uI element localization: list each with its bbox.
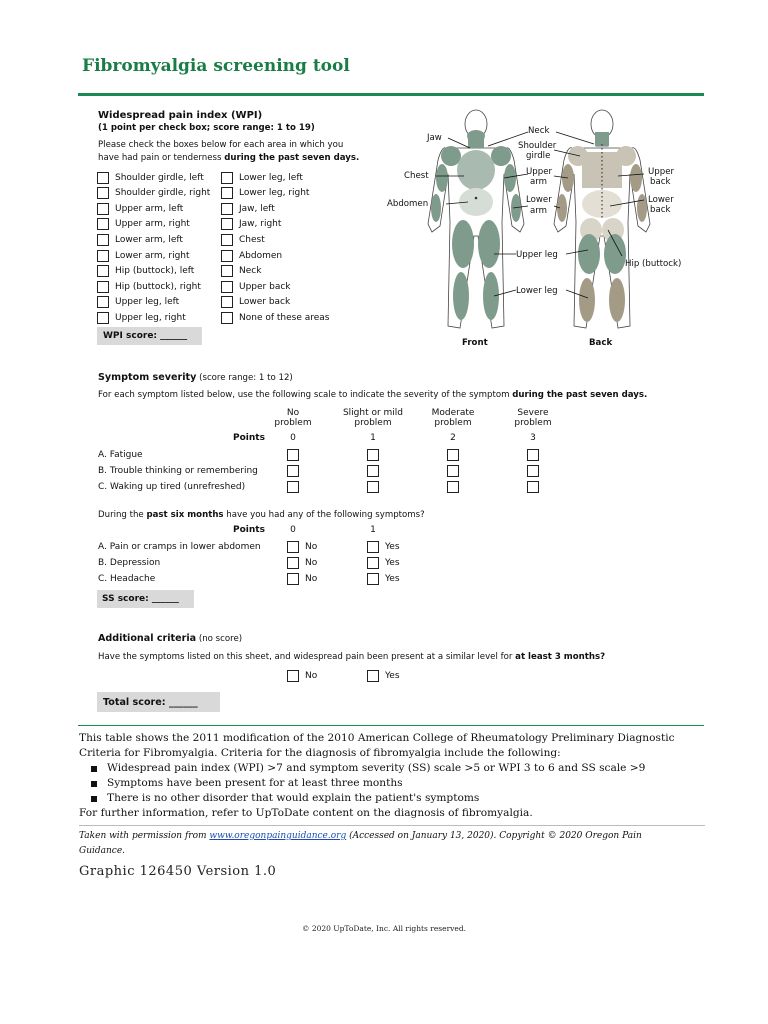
ss-score-box[interactable]: [97, 590, 194, 608]
six-months-emphasis: past six months: [146, 510, 224, 520]
severity-header-line: problem: [274, 418, 312, 428]
label-lower-back-1: Lower: [648, 195, 674, 205]
wpi-checkbox[interactable]: [97, 218, 109, 230]
severity-column-header: [333, 408, 413, 428]
six-months-item-label: C. Headache: [98, 574, 156, 584]
severity-checkbox[interactable]: [367, 465, 379, 477]
additional-question-emphasis: at least 3 months?: [515, 652, 606, 662]
severity-item-label: A. Fatigue: [98, 450, 143, 460]
label-upper-back-1: Upper: [648, 167, 675, 177]
wpi-item-label: Upper back: [239, 281, 291, 292]
criteria-list: [79, 761, 699, 806]
six-months-no-checkbox[interactable]: [287, 573, 299, 585]
wpi-checkbox[interactable]: [97, 265, 109, 277]
wpi-instruction-emphasis: during the past seven days.: [224, 153, 360, 163]
wpi-item[interactable]: [221, 264, 261, 279]
severity-header-line: problem: [434, 418, 472, 428]
additional-heading-line: [98, 632, 242, 646]
footer-more-info: For further information, refer to UpToDate content on the diagnosis of fibromyalgia.: [79, 807, 533, 819]
six-months-yes-label: Yes: [385, 574, 400, 584]
wpi-item[interactable]: [221, 310, 330, 325]
six-months-no-label: No: [305, 542, 318, 552]
wpi-checkbox[interactable]: [221, 218, 233, 230]
copyright: © 2020 UpToDate, Inc. All rights reserved.: [301, 924, 467, 933]
wpi-checkbox[interactable]: [221, 187, 233, 199]
label-neck: Neck: [528, 126, 550, 136]
wpi-checkbox[interactable]: [97, 281, 109, 293]
six-months-no-checkbox[interactable]: [287, 541, 299, 553]
severity-header-line: Moderate: [431, 408, 475, 418]
wpi-item-label: Neck: [239, 266, 262, 277]
severity-checkbox[interactable]: [447, 465, 459, 477]
severity-item-label: B. Trouble thinking or remembering: [98, 466, 258, 476]
severity-header-line: Severe: [517, 408, 549, 418]
six-months-text-c: have you had any of the following symptoms?: [223, 510, 425, 520]
severity-checkbox[interactable]: [287, 465, 299, 477]
severity-checkbox[interactable]: [447, 449, 459, 461]
wpi-item-label: Shoulder girdle, right: [115, 188, 211, 199]
wpi-item-label: Upper leg, right: [115, 312, 186, 323]
additional-yes-label: Yes: [385, 671, 400, 681]
six-months-yes-option[interactable]: [367, 541, 400, 553]
six-months-no-label: No: [305, 574, 318, 584]
additional-no-checkbox[interactable]: [287, 670, 299, 682]
severity-column-header: [253, 408, 333, 428]
six-points-label: Points: [233, 525, 265, 535]
label-girdle: girdle: [526, 151, 551, 161]
severity-point-value: 2: [450, 433, 456, 443]
severity-checkbox[interactable]: [367, 449, 379, 461]
wpi-item[interactable]: [97, 264, 194, 279]
wpi-checkbox[interactable]: [221, 203, 233, 215]
criteria-list-item: There is no other disorder that would explain the patient's symptoms: [79, 791, 699, 806]
wpi-instruction-line1: Please check the boxes below for each area in which you: [98, 140, 344, 150]
severity-point-value: 0: [290, 433, 296, 443]
additional-yes-option[interactable]: [367, 670, 400, 682]
label-lower-arm-2: arm: [530, 206, 548, 216]
wpi-item[interactable]: [221, 186, 309, 201]
six-months-no-label: No: [305, 558, 318, 568]
label-back: Back: [589, 338, 613, 348]
wpi-item[interactable]: [221, 279, 291, 294]
severity-instruction: [98, 389, 647, 402]
wpi-checkbox[interactable]: [97, 296, 109, 308]
label-chest: Chest: [404, 171, 429, 181]
wpi-item[interactable]: [97, 248, 190, 263]
severity-column-header: [493, 408, 573, 428]
wpi-checkbox[interactable]: [97, 172, 109, 184]
wpi-item-label: Upper arm, left: [115, 203, 184, 214]
wpi-item[interactable]: [221, 248, 282, 263]
label-lower-back-2: back: [650, 205, 671, 215]
additional-question-text: Have the symptoms listed on this sheet, and widespread pain been present at a similar level for: [98, 652, 516, 662]
wpi-item-label: Hip (buttock), right: [115, 281, 201, 292]
wpi-checkbox[interactable]: [97, 234, 109, 246]
six-months-yes-label: Yes: [385, 558, 400, 568]
six-months-no-option[interactable]: [287, 573, 317, 585]
credit-line: [79, 829, 679, 859]
wpi-item[interactable]: [97, 232, 183, 247]
front-figure: [428, 110, 524, 328]
wpi-checkbox[interactable]: [97, 203, 109, 215]
wpi-instruction: [98, 139, 359, 165]
wpi-checkbox[interactable]: [221, 172, 233, 184]
label-hip: Hip (buttock): [625, 259, 682, 269]
wpi-item[interactable]: [97, 310, 186, 325]
six-months-no-option[interactable]: [287, 541, 317, 553]
wpi-item-label: Lower leg, left: [239, 172, 303, 183]
severity-checkbox[interactable]: [287, 449, 299, 461]
wpi-item[interactable]: [221, 170, 303, 185]
severity-instruction-emphasis: during the past seven days.: [512, 390, 648, 400]
body-diagram: [382, 104, 702, 349]
additional-note: (no score): [196, 634, 243, 644]
page-title: Fibromyalgia screening tool: [82, 56, 350, 76]
six-months-item-label: A. Pain or cramps in lower abdomen: [98, 542, 261, 552]
wpi-subheading: (1 point per check box; score range: 1 to 19): [98, 123, 315, 133]
six-point-value: 0: [290, 525, 296, 535]
credit-divider: [79, 825, 705, 826]
six-months-no-checkbox[interactable]: [287, 557, 299, 569]
severity-checkbox[interactable]: [527, 465, 539, 477]
six-point-value: 1: [370, 525, 376, 535]
wpi-heading: Widespread pain index (WPI): [98, 110, 263, 121]
wpi-checkbox[interactable]: [97, 312, 109, 324]
severity-range: (score range: 1 to 12): [196, 373, 293, 383]
total-score-box[interactable]: [97, 692, 220, 712]
severity-checkbox[interactable]: [527, 449, 539, 461]
wpi-item-label: Lower back: [239, 297, 291, 308]
wpi-item-label: Shoulder girdle, left: [115, 172, 204, 183]
severity-checkbox[interactable]: [447, 481, 459, 493]
wpi-item-label: Chest: [239, 234, 265, 245]
additional-question: [98, 651, 605, 664]
severity-header-line: Slight or mild: [342, 408, 404, 418]
wpi-score-label: WPI score: ______: [103, 331, 188, 341]
wpi-item-label: Upper leg, left: [115, 297, 180, 308]
six-months-yes-option[interactable]: [367, 557, 400, 569]
wpi-checkbox[interactable]: [221, 296, 233, 308]
wpi-item-label: Lower arm, left: [115, 234, 183, 245]
wpi-item[interactable]: [97, 186, 210, 201]
label-upper-leg: Upper leg: [516, 250, 558, 260]
wpi-item[interactable]: [221, 217, 281, 232]
wpi-item[interactable]: [97, 295, 179, 310]
wpi-checkbox[interactable]: [221, 312, 233, 324]
wpi-checkbox[interactable]: [221, 250, 233, 262]
severity-heading: Symptom severity: [98, 372, 197, 383]
wpi-item-label: Abdomen: [239, 250, 283, 261]
wpi-item[interactable]: [221, 295, 290, 310]
label-jaw: Jaw: [427, 133, 442, 143]
severity-points-label: Points: [233, 433, 265, 443]
six-months-yes-checkbox[interactable]: [367, 557, 379, 569]
wpi-checkbox[interactable]: [221, 234, 233, 246]
six-months-yes-label: Yes: [385, 542, 400, 552]
six-months-question: [98, 509, 425, 522]
back-figure: [554, 110, 650, 328]
wpi-item[interactable]: [221, 232, 265, 247]
title-divider: [78, 93, 704, 96]
label-shoulder: Shoulder: [518, 141, 557, 151]
wpi-item-label: Lower leg, right: [239, 188, 310, 199]
label-upper-arm-1: Upper: [526, 167, 553, 177]
label-lower-arm-1: Lower: [526, 195, 552, 205]
label-lower-leg: Lower leg: [516, 286, 558, 296]
severity-header-line: problem: [354, 418, 392, 428]
wpi-item-label: None of these areas: [239, 312, 330, 323]
wpi-checkbox[interactable]: [221, 265, 233, 277]
severity-checkbox[interactable]: [287, 481, 299, 493]
wpi-item-label: Lower arm, right: [115, 250, 190, 261]
wpi-item-label: Hip (buttock), left: [115, 266, 195, 277]
severity-point-value: 1: [370, 433, 376, 443]
six-months-no-option[interactable]: [287, 557, 317, 569]
total-score-label: Total score: ______: [103, 697, 198, 708]
footer-divider: [78, 725, 704, 726]
wpi-score-box[interactable]: [97, 327, 202, 345]
footer-paragraph: This table shows the 2011 modification of the 2010 American College of Rheumatology Preliminary Diagnostic Criteria for Fibromyalgia. Criteria for the diagnosis of fibromyalgia include the following:: [79, 732, 675, 759]
six-months-yes-option[interactable]: [367, 573, 400, 585]
wpi-item[interactable]: [97, 279, 201, 294]
severity-header-line: No: [286, 408, 300, 418]
wpi-checkbox[interactable]: [97, 187, 109, 199]
label-front: Front: [462, 338, 488, 348]
severity-column-header: [413, 408, 493, 428]
wpi-item-label: Jaw, right: [239, 219, 282, 230]
wpi-item[interactable]: [97, 170, 204, 185]
severity-header-line: problem: [514, 418, 552, 428]
ss-score-label: SS score: ______: [102, 594, 179, 604]
six-months-text-a: During the: [98, 510, 147, 520]
label-upper-back-2: back: [650, 177, 671, 187]
severity-point-value: 3: [530, 433, 536, 443]
wpi-item-label: Jaw, left: [239, 203, 275, 214]
wpi-checkbox[interactable]: [221, 281, 233, 293]
criteria-list-item: Widespread pain index (WPI) >7 and symptom severity (SS) scale >5 or WPI 3 to 6 and SS scale >9: [79, 761, 699, 776]
criteria-list-item: Symptoms have been present for at least three months: [79, 776, 699, 791]
wpi-item[interactable]: [221, 201, 275, 216]
graphic-version: Graphic 126450 Version 1.0: [79, 864, 277, 879]
severity-checkbox[interactable]: [527, 481, 539, 493]
severity-item-label: C. Waking up tired (unrefreshed): [98, 482, 246, 492]
wpi-item[interactable]: [97, 201, 183, 216]
wpi-instruction-line2: have had pain or tenderness: [98, 153, 225, 163]
six-months-yes-checkbox[interactable]: [367, 541, 379, 553]
wpi-checkbox[interactable]: [97, 250, 109, 262]
footer-notes: [79, 731, 699, 821]
severity-heading-line: [98, 371, 293, 385]
label-upper-arm-2: arm: [530, 177, 548, 187]
additional-no-label: No: [305, 671, 318, 681]
additional-no-option[interactable]: [287, 670, 317, 682]
wpi-item[interactable]: [97, 217, 190, 232]
six-months-yes-checkbox[interactable]: [367, 573, 379, 585]
severity-instruction-text: For each symptom listed below, use the following scale to indicate the severity of the symptom: [98, 390, 513, 400]
severity-checkbox[interactable]: [367, 481, 379, 493]
additional-heading: Additional criteria: [98, 633, 197, 644]
credit-text-b: (Accessed on January 13, 2020). Copyright © 2020 Oregon Pain Guidance.: [79, 831, 642, 856]
additional-yes-checkbox[interactable]: [367, 670, 379, 682]
six-months-item-label: B. Depression: [98, 558, 161, 568]
credit-text-a: Taken with permission from: [79, 831, 210, 841]
wpi-item-label: Upper arm, right: [115, 219, 190, 230]
label-abdomen: Abdomen: [387, 199, 429, 209]
oregon-pain-guidance-link[interactable]: www.oregonpainguidance.org: [209, 831, 347, 841]
